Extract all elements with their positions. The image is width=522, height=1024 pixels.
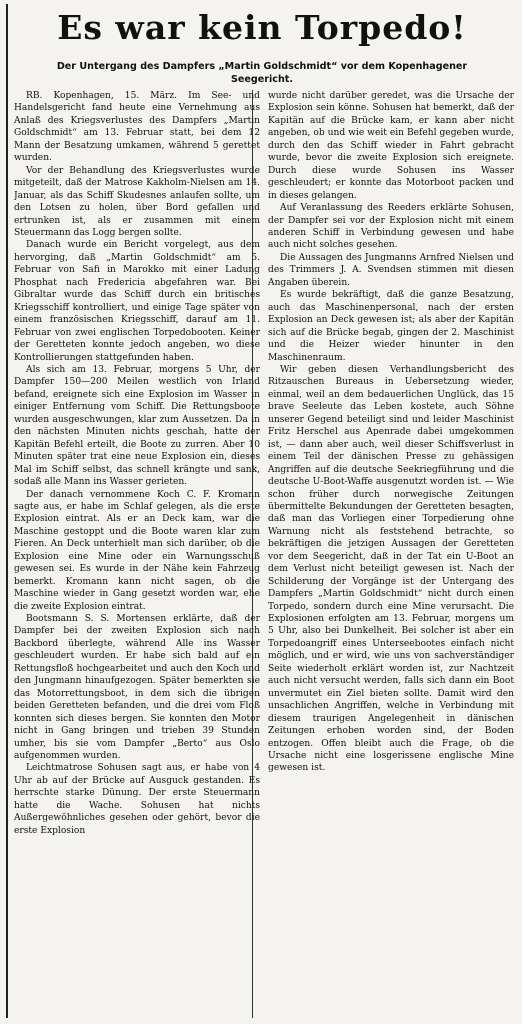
paragraph: RB. Kopenhagen, 15. März. Im See- und Handelsgericht fand heute eine Vernehmung aus Anlaß des Kriegsverlustes des Dampfers „Martin Goldschmidt“ am 13. Februar statt, bei dem 12 Mann der Besatzung umkamen, während 5 gerettet wurden. — [14, 91, 260, 164]
paragraph: Vor der Behandlung des Kriegsverlustes wurde mitgeteilt, daß der Matrose Kakholm-Nielsen am 14. Januar, als das Schiff Skudesnes anlaufen sollte, um den Lotsen zu holen, über Bord gefallen und ertrunken ist, als er zusammen mit einem Steuermann das Logg bergen sollte. — [14, 165, 260, 238]
right-column — [268, 90, 514, 1018]
left-column — [14, 90, 260, 1018]
paragraph: Die Aussagen des Jungmanns Arnfred Nielsen und des Trimmers J. A. Svendsen stimmen mit diesen Angaben überein. — [268, 252, 514, 288]
paragraph: Auf Veranlassung des Reeders erklärte Sohusen, der Dampfer sei vor der Explosion nicht mit einem anderen Schiff in Verbindung gewesen und habe auch nicht solches gesehen. — [268, 203, 514, 251]
paragraph: Bootsmann S. S. Mortensen erklärte, daß der Dampfer bei der zweiten Explosion sich nach Backbord überlegte, während Alle ins Wasser geschleudert wurden. Er habe sich bald auf ein Rettungsfloß hochgearbeitet und auch den Koch und den Jungmann hinaufgezogen. Später bemerkten sie das Motorrettungsboot, in dem sich die übrigen beiden Geretteten befanden, und die drei vom Floß konnten sich dieses bergen. Sie konnten den Motor nicht in Gang bringen und trieben 39 Stunden umher, bis sie vom Dampfer „Berto“ aus Oslo aufgenommen wurden. — [14, 614, 260, 762]
left-border-rule — [6, 4, 8, 1018]
paragraph: Wir geben diesen Verhandlungsbericht des Ritzauschen Bureaus in Uebersetzung wieder, einmal, weil an dem bedauerlichen Unglück, das 15 brave Seeleute das Leben kostete, auch Söhne unserer Gegend beteiligt sind und leider Maschinist Fritz Herschel aus Apenrade dabei umgekommen ist, — dann aber auch, weil dieser Schiffsverlust in einem Teil der dänischen Presse zu gehässigen Angriffen auf die deutsche Seekriegführung und die deutsche U-Boot-Waffe ausgenutzt worden ist. — Wie schon früher durch norwegische Zeitungen übermittelte Bekundungen der Geretteten besagten, daß man das Vorliegen einer Torpedierung ohne Warnung nicht als feststehend betrachte, so bekräftigen die jetzigen Aussagen der Geretteten vor dem Seegericht, daß in der Tat ein U-Boot an dem Verlust nicht beteiligt gewesen ist. Nach der Schilderung der Vorgänge ist der Untergang des Dampfers „Martin Goldschmidt“ nicht durch einen Torpedo, sondern durch eine Mine verursacht. Die Explosionen erfolgten am 13. Februar, morgens um 5 Uhr, also bei Dunkelheit. Bei solcher ist aber ein Torpedoangriff eines Unterseebootes einfach nicht möglich, und er wird, wie uns von sachverständiger Seite wiederholt erklärt worden ist, zur Nachtzeit auch nicht versucht werden, falls sich dann ein Boot unvermutet ein Ziel bieten sollte. Damit wird den unsachlichen Angriffen, welche in Verbindung mit diesem traurigen Angelegenheit in dänischen Zeitungen erhoben worden sind, der Boden entzogen. Offen bleibt auch die Frage, ob die Ursache nicht eine losgerissene englische Mine gewesen ist. — [268, 364, 514, 774]
paragraph: Als sich am 13. Februar, morgens 5 Uhr, der Dampfer 150—200 Meilen westlich von Irland befand, ereignete sich eine Explosion im Wasser in einiger Entfernung vom Schiff. Die Rettungsboote wurden ausgeschwungen, klar zum Aussetzen. Da in den nächsten Minuten nichts geschah, hatte der Kapitän Befehl erteilt, die Boote zu zurren. Aber 10 Minuten später trat eine neue Explosion ein, dieses Mal im Schiff selbst, das schnell krängte und sank, sodaß alle Mann ins Wasser gerieten. — [14, 364, 260, 488]
paragraph: Danach wurde ein Bericht vorgelegt, aus dem hervorging, daß „Martin Goldschmidt“ am 5. Februar von Safi in Marokko mit einer Ladung Phosphat nach Fredericia abgefahren war. Bei Gibraltar wurde das Schiff durch ein britisches Kriegsschiff kontrolliert, und einige Tage später von einem französischen Kriegsschiff, darauf am 11. Februar von zwei englischen Torpedobooten. Keiner der Geretteten konnte jedoch angeben, wo diese Kontrollierungen stattgefunden haben. — [14, 240, 260, 363]
paragraph: Der danach vernommene Koch C. F. Kromann sagte aus, er habe im Schlaf gelegen, als die erste Explosion eintrat. Als er an Deck kam, war die Maschine gestoppt und die Boote waren klar zum Fieren. An Deck unterhielt man sich darüber, ob die Explosion eine Mine oder ein Warnungsschuß gewesen sei. Es wurde in der Nähe kein Fahrzeug bemerkt. Kromann kann nicht sagen, ob die Maschine wieder in Gang gesetzt worden war, ehe die zweite Explosion eintrat. — [14, 489, 260, 612]
paragraph: Leichtmatrose Sohusen sagt aus, er habe von 4 Uhr ab auf der Brücke auf Ausguck gestanden. Es herrschte starke Dünung. Der erste Steuermann hatte die Wache. Sohusen hat nichts Außergewöhnliches gesehen oder gehört, bevor die erste Explosion — [14, 763, 260, 836]
article-body — [14, 90, 514, 1018]
headline: Es war kein Torpedo! — [57, 8, 467, 47]
paragraph: wurde nicht darüber geredet, was die Ursache der Explosion sein könne. Sohusen hat bemerkt, daß der Kapitän auf die Brücke kam, er kann aber nicht angeben, ob und wie weit ein Befehl gegeben wurde, durch den das Schiff wieder in Fahrt gebracht wurde, bevor die zweite Explosion sich ereignete. Durch diese wurde Sohusen ins Wasser geschleudert; er konnte das Motorboot packen und in dieses gelangen. — [268, 91, 514, 201]
paragraph: Es wurde bekräftigt, daß die ganze Besatzung, auch das Maschinenpersonal, nach der ersten Explosion an Deck gewesen ist; als aber der Kapitän sich auf die Brücke begab, gingen der 2. Maschinist und die Heizer wieder hinunter in den Maschinenraum. — [268, 290, 514, 363]
subheadline: Der Untergang des Dampfers „Martin Goldschmidt“ vor dem Kopenhagener Seegericht. — [56, 61, 468, 85]
